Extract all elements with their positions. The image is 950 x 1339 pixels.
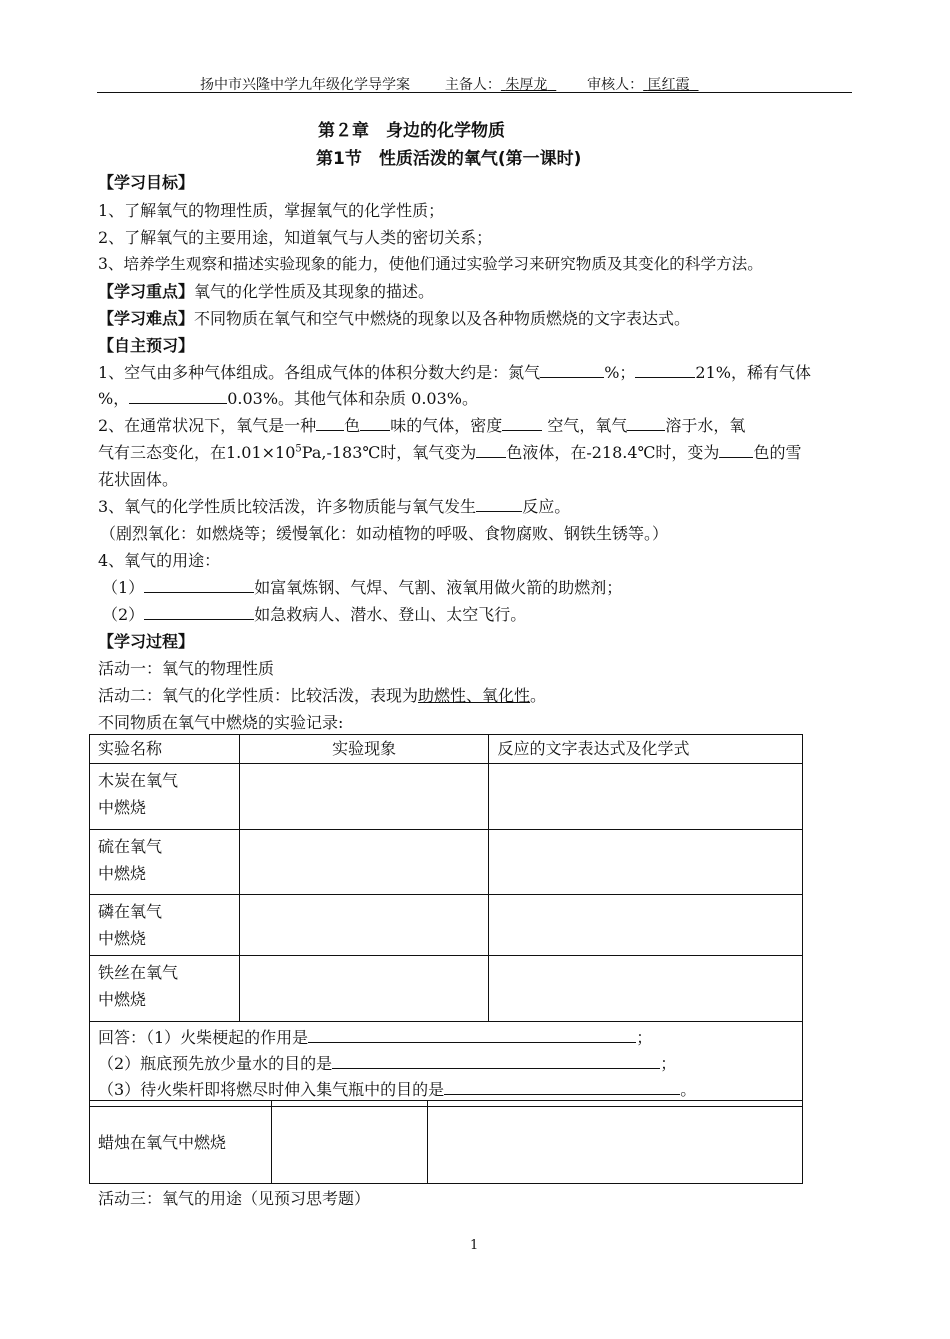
candle-table xyxy=(89,1100,803,1184)
blank-field[interactable] xyxy=(627,416,665,431)
experiment-name: 蜡烛在氧气中燃烧 xyxy=(90,1101,272,1184)
equation-cell[interactable] xyxy=(489,956,803,1022)
table-caption: 不同物质在氧气中燃烧的实验记录: xyxy=(98,713,344,732)
blank-field[interactable] xyxy=(360,416,390,431)
preview-q3-note: （剧烈氧化：如燃烧等；缓慢氧化：如动植物的呼吸、食物腐败、钢铁生锈等。） xyxy=(100,524,669,543)
page-number: 1 xyxy=(470,1238,479,1253)
equation-cell[interactable] xyxy=(489,830,803,895)
blank-field[interactable] xyxy=(476,497,522,512)
goal-item: 2、了解氧气的主要用途，知道氧气与人类的密切关系； xyxy=(98,228,493,247)
preview-q4-2: （2） 如急救病人、潜水、登山、太空飞行。 xyxy=(102,605,527,624)
equation-cell[interactable] xyxy=(489,764,803,830)
blank-field[interactable] xyxy=(129,389,227,404)
preview-q2: 2、在通常状况下，氧气是一种 色 味的气体，密度 空气，氧气 溶于水，氧 xyxy=(98,416,746,435)
table-row xyxy=(90,830,803,895)
blank-field[interactable] xyxy=(332,1054,660,1069)
header-cell: 实验名称 xyxy=(90,735,240,764)
answers-cell: 回答：（1）火柴梗起的作用是 ； （2）瓶底预先放少量水的目的是 ； （3）待火柴杆即将燃尽时伸入集气瓶中的目的是 。 xyxy=(90,1022,803,1107)
equation-cell[interactable] xyxy=(427,1101,802,1184)
equation-cell[interactable] xyxy=(489,895,803,956)
preview-q2-end: 花状固体。 xyxy=(98,470,179,489)
preview-heading: 【自主预习】 xyxy=(98,336,195,355)
blank-field[interactable] xyxy=(444,1080,680,1095)
goal-item: 3、培养学生观察和描述实验现象的能力，使他们通过实验学习来研究物质及其变化的科学方法。 xyxy=(98,255,763,273)
activity-one: 活动一：氧气的物理性质 xyxy=(98,659,275,678)
observation-cell[interactable] xyxy=(271,1101,427,1184)
experiment-name: 木炭在氧气 中燃烧 xyxy=(90,764,240,830)
chapter-title: 第２章 身边的化学物质 xyxy=(318,121,505,141)
experiment-table xyxy=(89,734,803,1107)
section-title: 第1节 性质活泼的氧气(第一课时) xyxy=(316,149,582,169)
goal-item: 1、了解氧气的物理性质，掌握氧气的化学性质； xyxy=(98,201,445,220)
table-row xyxy=(90,1101,803,1184)
activity-three: 活动三：氧气的用途（见预习思考题） xyxy=(98,1189,371,1208)
experiment-name: 铁丝在氧气 中燃烧 xyxy=(90,956,240,1022)
blank-field[interactable] xyxy=(144,578,254,593)
preview-q3: 3、氧气的化学性质比较活泼，许多物质能与氧气发生 反应。 xyxy=(98,497,571,516)
preview-q4: 4、氧气的用途： xyxy=(98,551,221,570)
table-row xyxy=(90,895,803,956)
difficulty: 【学习难点】不同物质在氧气和空气中燃烧的现象以及各种物质燃烧的文字表达式。 xyxy=(98,309,691,328)
blank-field[interactable] xyxy=(316,416,344,431)
process-heading: 【学习过程】 xyxy=(98,632,195,651)
preview-q4-1: （1） 如富氧炼钢、气焊、气割、液氧用做火箭的助燃剂； xyxy=(102,578,623,597)
experiment-name: 硫在氧气 中燃烧 xyxy=(90,830,240,895)
blank-field[interactable] xyxy=(635,363,695,378)
activity-two: 活动二：氧气的化学性质：比较活泼，表现为助燃性、氧化性。 xyxy=(98,686,547,705)
header-cell: 反应的文字表达式及化学式 xyxy=(489,735,803,764)
observation-cell[interactable] xyxy=(239,956,489,1022)
reviewer-label: 审核人： xyxy=(587,77,644,93)
reviewer-name: 匡红霞 xyxy=(647,77,690,93)
preview-q1-cont: %， 0.03%。其他气体和杂质 0.03%。 xyxy=(98,389,478,408)
school-name: 扬中市兴隆中学九年级化学导学案 xyxy=(200,77,410,93)
blank-field[interactable] xyxy=(719,443,753,458)
preview-q1: 1、空气由多种气体组成。各组成气体的体积分数大约是：氮气 %； 21%，稀有气体 xyxy=(98,363,811,382)
preparer-label: 主备人： xyxy=(444,77,501,93)
goals-heading: 【学习目标】 xyxy=(98,173,195,192)
header-rule xyxy=(97,92,852,93)
answers-row xyxy=(90,1022,803,1107)
observation-cell[interactable] xyxy=(239,895,489,956)
table-row xyxy=(90,764,803,830)
key-point: 【学习重点】氧气的化学性质及其现象的描述。 xyxy=(98,282,435,301)
blank-field[interactable] xyxy=(540,363,604,378)
preview-q2-cont: 气有三态变化，在$1.01\times 10^5Pa,-183℃$时，氧气变为 色液体，在-218.4℃时，变为 色的雪 xyxy=(98,443,802,462)
blank-field[interactable] xyxy=(476,443,506,458)
page-header xyxy=(200,74,699,94)
table-header-row xyxy=(90,735,803,764)
blank-field[interactable] xyxy=(502,416,542,431)
blank-field[interactable] xyxy=(308,1028,636,1043)
preparer-name: 朱厚龙 xyxy=(505,77,548,93)
experiment-name: 磷在氧气 中燃烧 xyxy=(90,895,240,956)
observation-cell[interactable] xyxy=(239,764,489,830)
table-row xyxy=(90,956,803,1022)
observation-cell[interactable] xyxy=(239,830,489,895)
blank-field[interactable] xyxy=(144,605,254,620)
header-cell: 实验现象 xyxy=(239,735,489,764)
